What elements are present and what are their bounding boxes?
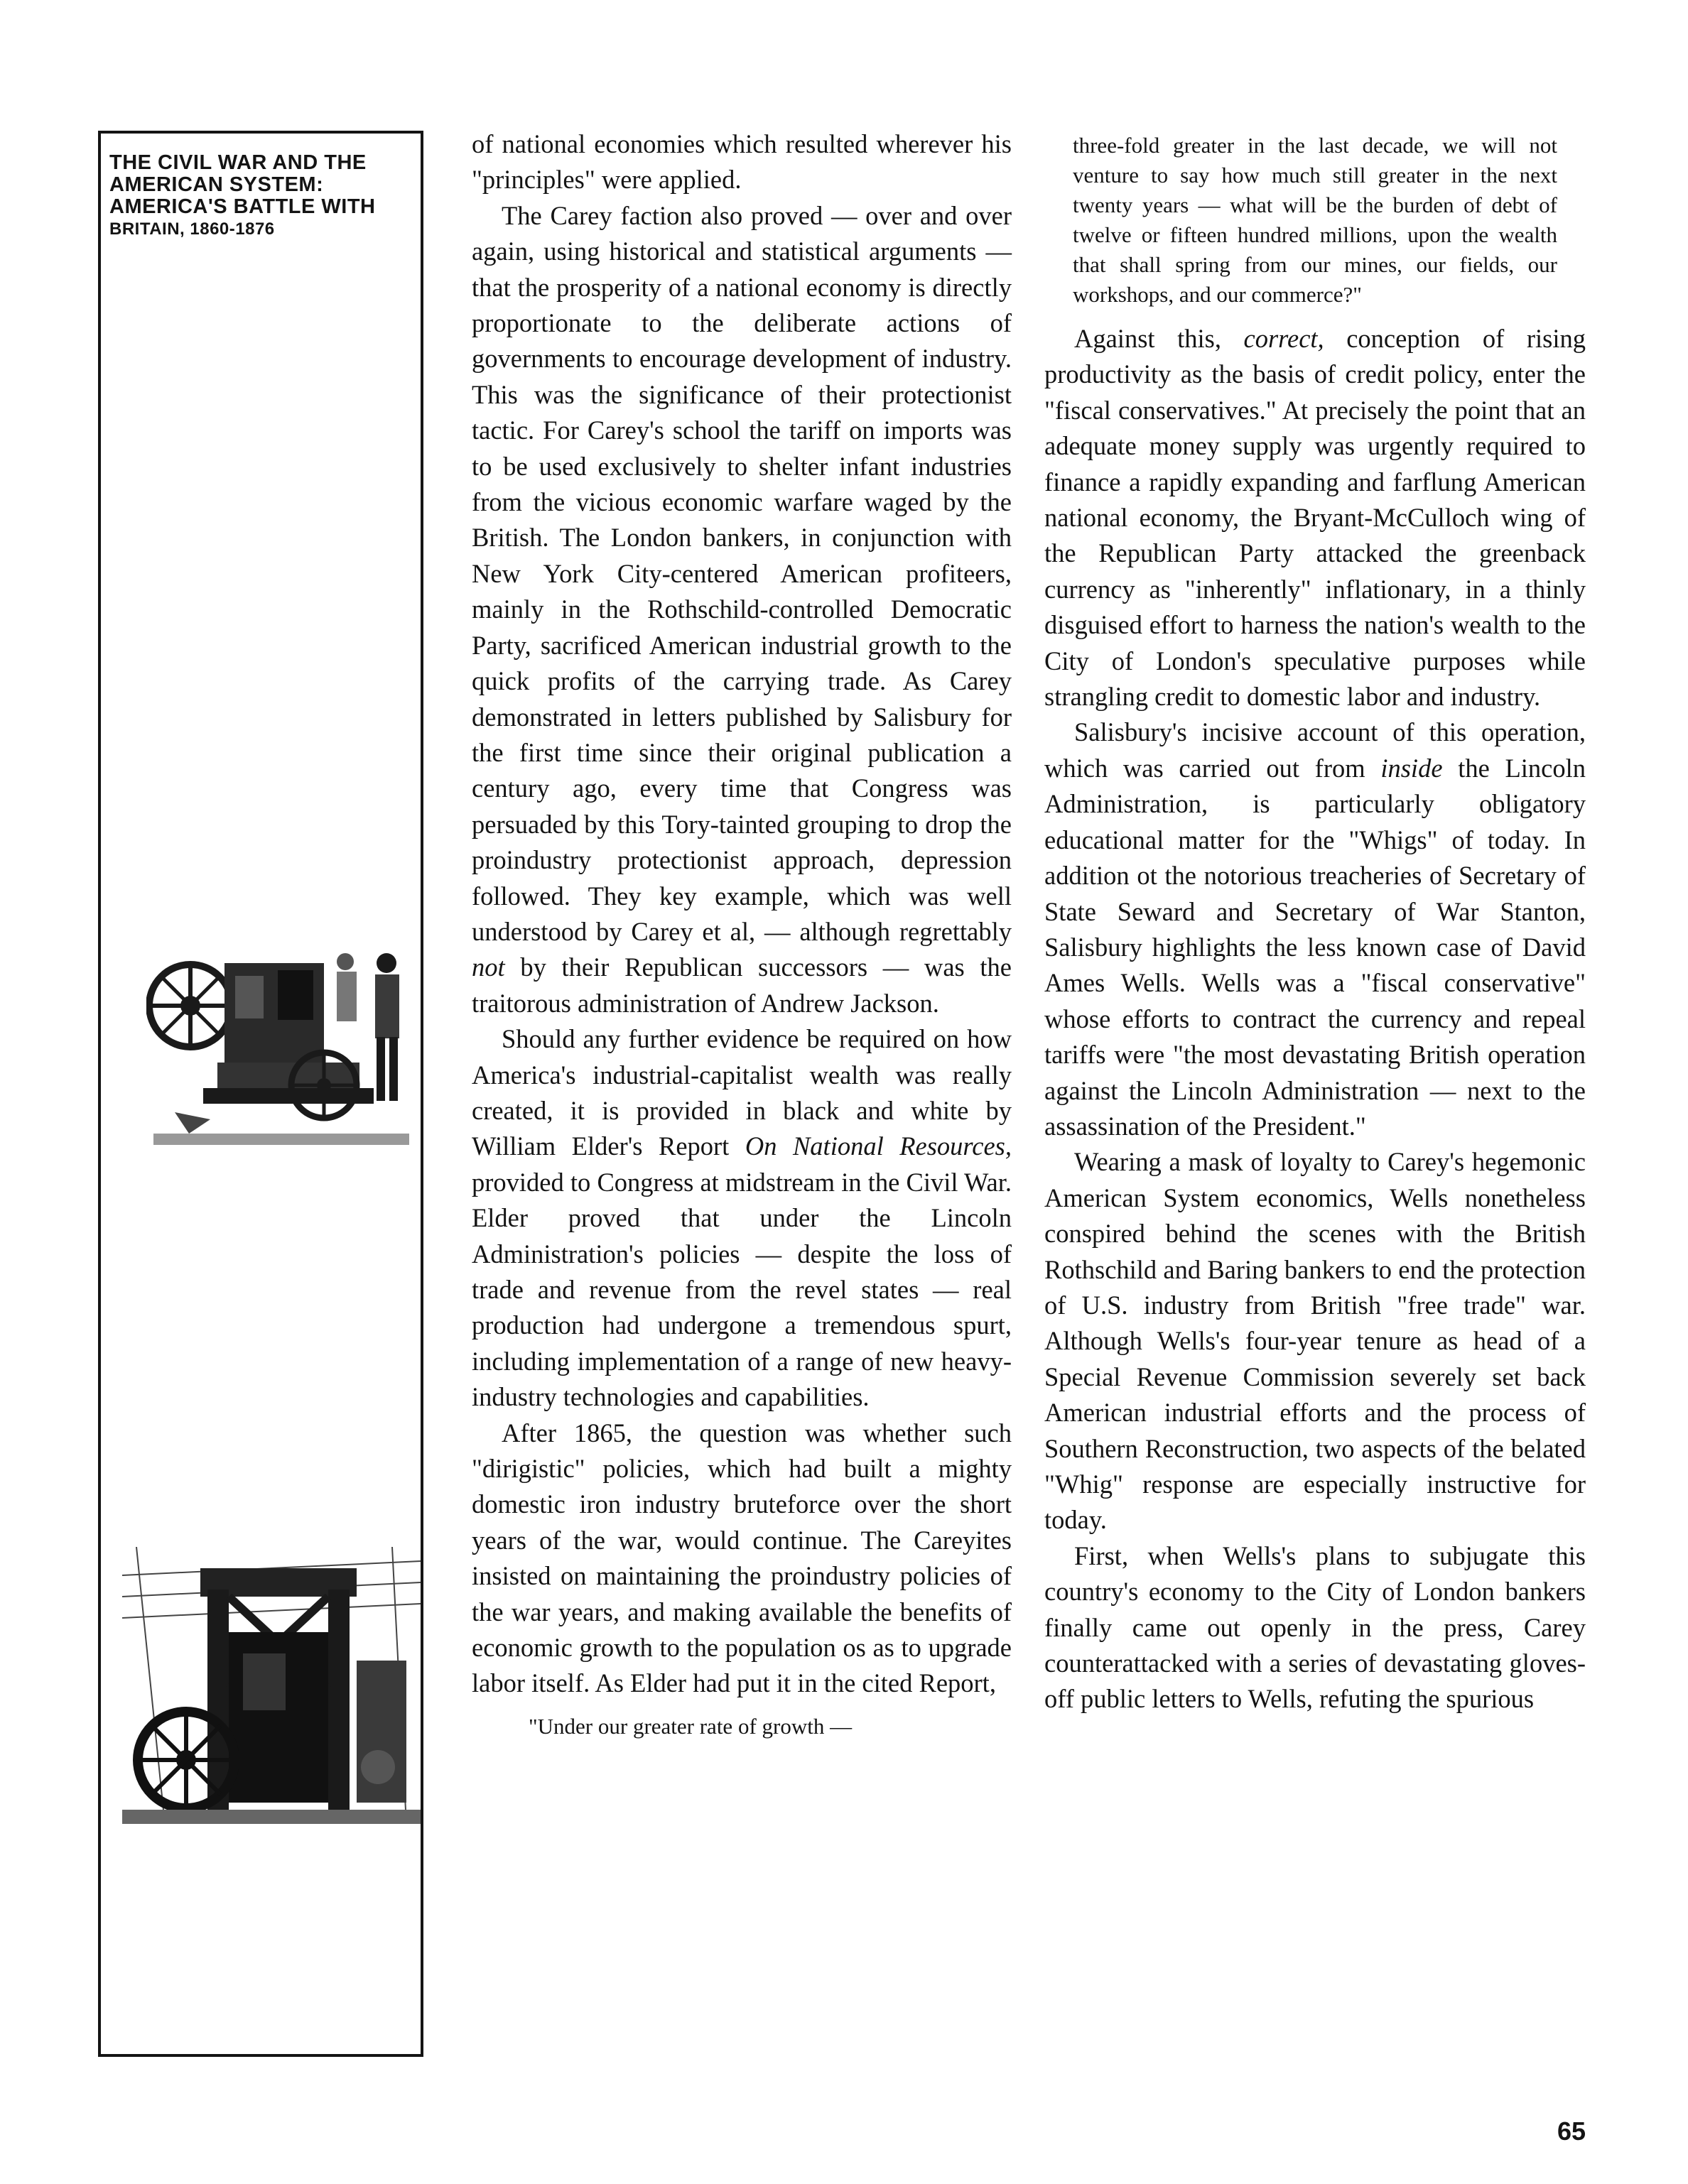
iron-foundry-illustration — [122, 1547, 421, 1824]
steam-engine-illustration — [146, 920, 416, 1155]
paragraph: Wearing a mask of loyalty to Carey's hegemonic American System economics, Wells nonetheless conspired behind the scenes with the British Rothschild and Baring bankers to end the protection of U.S. industry from British "free trade" war. Although Wells's four-year tenure as head of a Special Revenue Commission severely set back American industrial efforts and the process of Southern Reconstruction, two aspects of the belated "Whig" response are especially instructive for today. — [1044, 1147, 1586, 1535]
page-number: 65 — [1557, 2117, 1586, 2146]
paragraph-text: Against this, — [1074, 324, 1221, 353]
emphasis-text: inside — [1380, 753, 1443, 783]
paragraph — [472, 1021, 1012, 1415]
paragraph — [1044, 715, 1586, 1144]
sidebar-title — [109, 152, 422, 240]
paragraph-text: the Lincoln Administration, is particularly obligatory educational matter for the "Whigs" of today. In addition ot the notorious treacheries of Secretary of State Seward and Secretary of War Stanton, Salisbury highlights the less known case of David Ames Wells. Wells was a "fiscal conservative" whose efforts to contract the currency and repeal tariffs were "the most devastating British operation against the Lincoln Administration — next to the assassination of the President." — [1044, 753, 1586, 1141]
paragraph-text: Should any further evidence be required on how America's industrial-capitalist wealth was really created, it is provided in black and white by William Elder's Report — [472, 1024, 1012, 1161]
paragraph-text: by their Republican successors — was the traitorous administration of Andrew Jackson. — [472, 952, 1012, 1018]
paragraph: First, when Wells's plans to subjugate this country's economy to the City of London bankers finally came out openly in the press, Carey counterattacked with a series of devastating gloves-off public letters to Wells, refuting the spurious — [1044, 1541, 1586, 1714]
paragraph-text: The Carey faction also proved — over and over again, using historical and statistical arguments — that the prosperity of a national economy is directly proportionate to the deliberate actions of governments to encourage development of industry. This was the significance of their protectionist tactic. For Carey's school the tariff on imports was to be used exclusively to shelter infant industries from the vicious economic warfare waged by the British. The London bankers, in conjunction with New York City-centered American profiteers, mainly in the Rothschild-controlled Democratic Party, sacrificed American industrial growth to the quick profits of the carrying trade. As Carey demonstrated in letters published by Salisbury for the first time since their original publication a century ago, every time that Congress was persuaded by this Tory-tainted grouping to drop the proindustry protectionist approach, depression followed. They key example, which was well understood by Carey et al, — although regrettably — [472, 200, 1012, 946]
paragraph — [472, 198, 1012, 1021]
sidebar-box — [98, 131, 423, 2057]
sidebar-title-line: AMERICA'S BATTLE WITH — [109, 195, 376, 218]
paragraph: After 1865, the question was whether such "dirigistic" policies, which had built a mighty domestic iron industry bruteforce over the short years of the war, would continue. The Careyites insisted on maintaining the proindustry policies of the war years, and making available the benefits of economic growth to the population os as to upgrade labor itself. As Elder had put it in the cited Report, — [472, 1418, 1012, 1698]
sidebar-title-line: AMERICAN SYSTEM: — [109, 173, 324, 196]
column-2 — [1044, 131, 1586, 1717]
paragraph-text: Salisbury's incisive account of this operation, which was carried out from — [1044, 717, 1586, 783]
sidebar-title-line: BRITAIN, 1860-1876 — [109, 219, 275, 239]
quotation-start: "Under our greater rate of growth — — [529, 1713, 853, 1739]
column-1 — [472, 126, 1012, 1742]
paragraph-text: provided to Congress at midstream in the Civil War. Elder proved that under the Lincoln Administration's policies — despite the loss of trade and revenue from the revel states — real production had undergone a tremendous spurt, including implementation of a range of new heavy-industry technologies and capabilities. — [472, 1167, 1012, 1412]
report-title: On National Resources, — [745, 1131, 1012, 1161]
paragraph-text: conception of rising productivity as the basis of credit policy, enter the "fiscal conservatives." At precisely the point that an adequate money supply was urgently required to finance a rapidly expanding and farflung American national economy, the Bryant-McCulloch wing of the Republican Party attacked the greenback currency as "inherently" inflationary, in a thinly disguised effort to harness the nation's wealth to the City of London's speculative purposes while strangling credit to domestic labor and industry. — [1044, 324, 1586, 712]
paragraph — [1044, 321, 1586, 715]
paragraph: of national economies which resulted wherever his "principles" were applied. — [472, 129, 1012, 195]
emphasis-text: correct, — [1243, 324, 1324, 353]
sidebar-title-line: THE CIVIL WAR AND THE — [109, 151, 367, 174]
emphasis-text: not — [472, 952, 505, 982]
quotation-continued: three-fold greater in the last decade, we will not venture to say how much still greater in the next twenty years — what will be the burden of debt of twelve or fifteen hundred millions, upon the wealth that shall spring from our mines, our fields, our workshops, and our commerce?" — [1073, 133, 1557, 307]
